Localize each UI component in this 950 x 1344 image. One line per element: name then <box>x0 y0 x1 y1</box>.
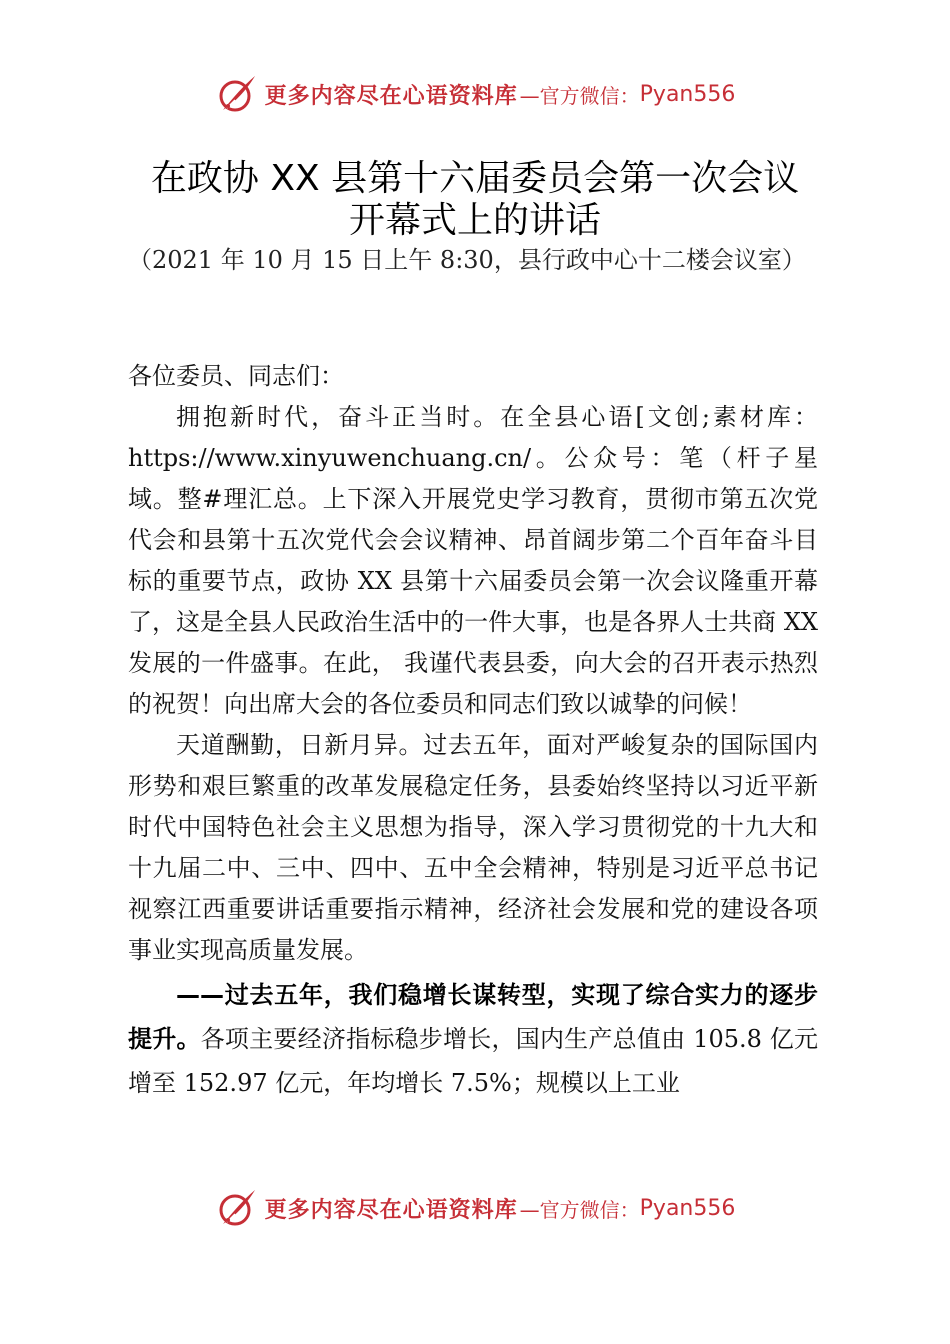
footer-wechat-id: Pyan556 <box>639 1195 736 1221</box>
emphasis-rest: 各项主要经济指标稳步增长，国内生产总值由 105.8 亿元增至 152.97 亿元，年均增长 7.5%；规模以上工业 <box>128 1025 819 1097</box>
title-line-2: 开幕式上的讲话 <box>348 200 601 241</box>
paragraph-1: 拥抱新时代，奋斗正当时。在全县心语[文创;素材库：https://www.xinyuwenchuang.cn/。公众号：笔（杆子星域。整#理汇总。上下深入开展党史学习教育，贯彻市第五次党代会和县第十五次党代会会议精神、昂首阔步第二个百年奋斗目标的重要节点，政协 XX 县第十六届委员会第一次会议隆重开幕了，这是全县人民政治生活中的一件大事，也是各界人士共商 XX 发展的一件盛事。在此， 我谨代表县委，向大会的召开表示热烈的祝贺！向出席大会的各位委员和同志们致以诚挚的问候！ <box>128 403 818 718</box>
paragraph-3 <box>128 973 818 1105</box>
footer-brand-text: 更多内容尽在心语资料库 <box>264 1196 518 1223</box>
document-subtitle: （2021 年 10 月 15 日上午 8:30，县行政中心十二楼会议室） <box>128 246 806 274</box>
title-line-1: 在政协 XX 县第十六届委员会第一次会议 <box>150 158 800 199</box>
paragraph-2: 天道酬勤，日新月异。过去五年，面对严峻复杂的国际国内形势和艰巨繁重的改革发展稳定任务，县委始终坚持以习近平新时代中国特色社会主义思想为指导，深入学习贯彻党的十九大和十九届二中、三中、四中、五中全会精神，特别是习近平总书记视察江西重要讲话重要指示精神，经济社会发展和党的建设各项事业实现高质量发展。 <box>128 731 818 964</box>
document-title <box>60 158 890 242</box>
footer-contact-label: —官方微信： <box>519 1197 640 1222</box>
banner-wechat-id: Pyan556 <box>639 81 736 107</box>
salutation: 各位委员、同志们： <box>128 362 344 390</box>
banner-contact-label: —官方微信： <box>519 83 640 108</box>
document-body <box>128 356 818 1105</box>
quill-pen-logo-icon <box>215 1186 259 1230</box>
footer-banner <box>0 1184 950 1232</box>
emphasis-lead: ——过去五年，我们稳增长谋转型，实现了综合实力的逐步提升。 <box>128 981 818 1053</box>
header-banner <box>0 70 950 118</box>
quill-pen-logo-icon <box>215 72 259 116</box>
banner-brand-text: 更多内容尽在心语资料库 <box>264 82 518 109</box>
